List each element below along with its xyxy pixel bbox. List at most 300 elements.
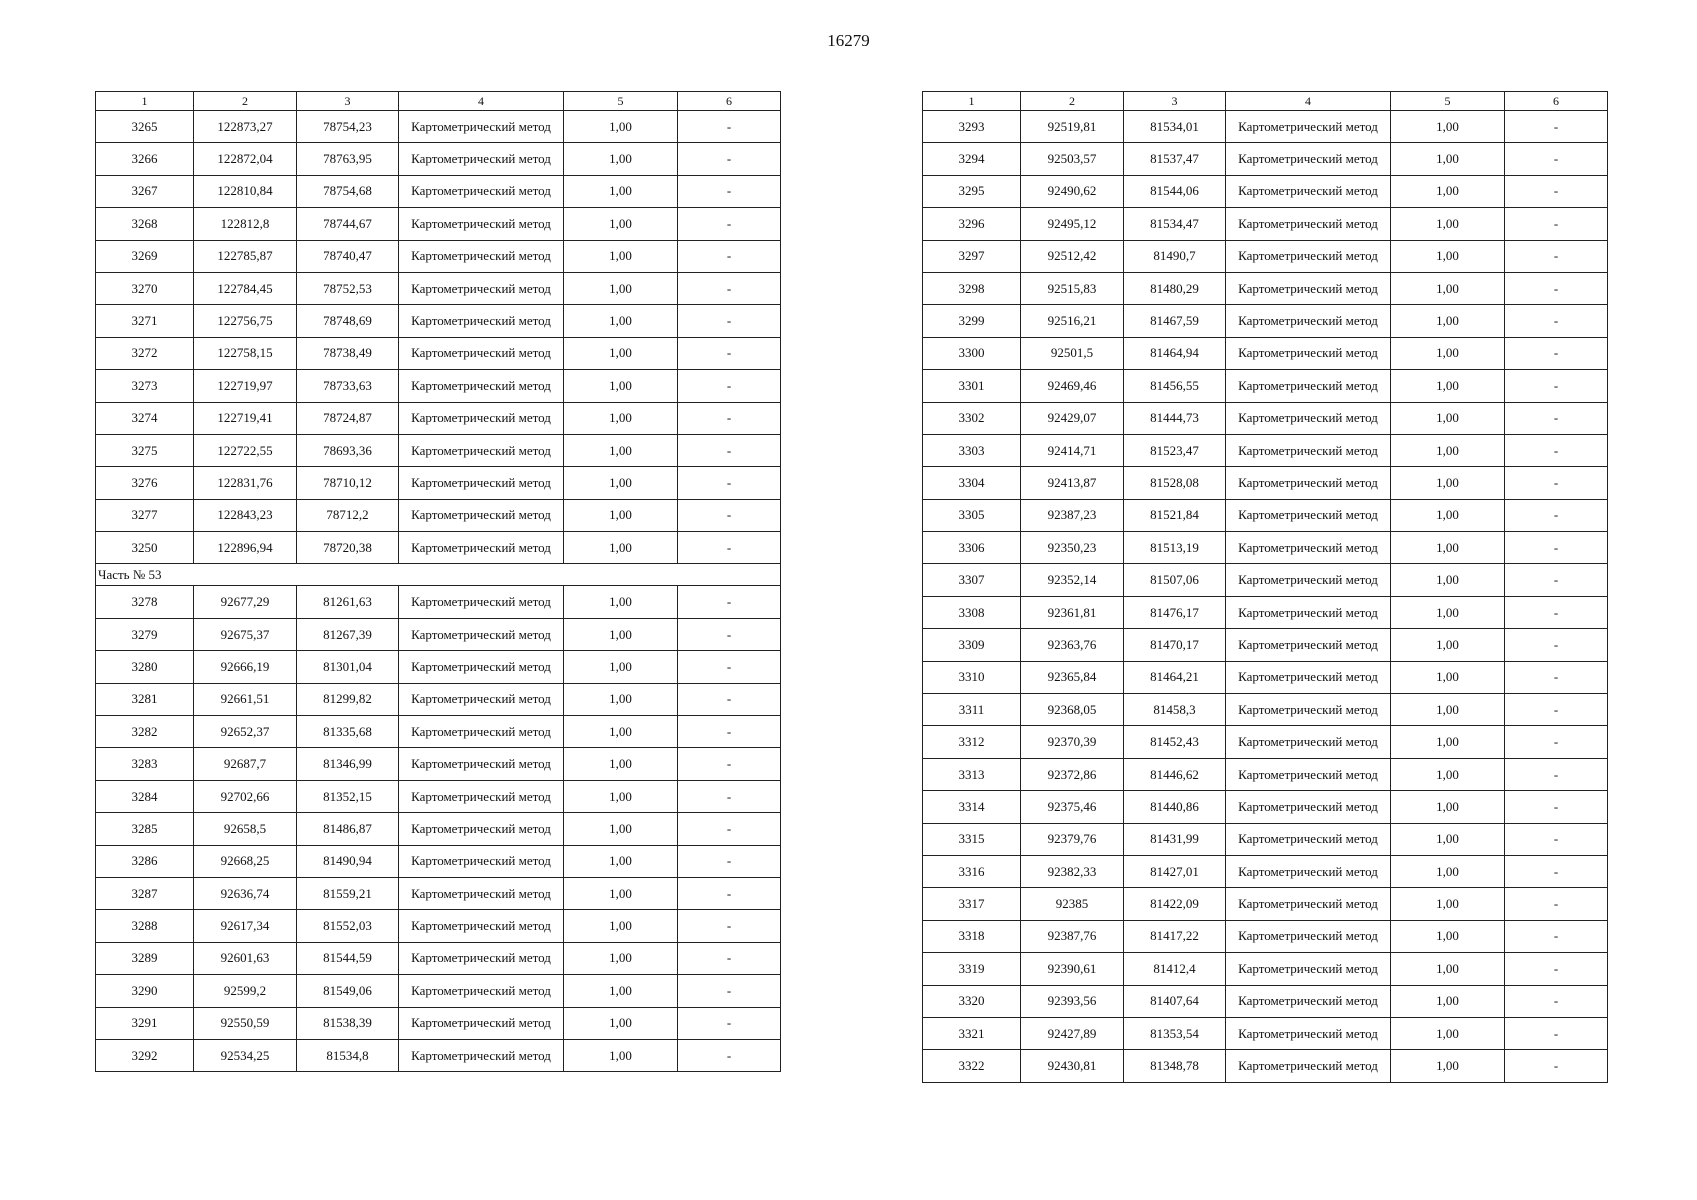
y-coordinate-cell: 81534,47 bbox=[1124, 208, 1226, 240]
method-cell: Картометрический метод bbox=[1226, 208, 1391, 240]
y-coordinate-cell: 81552,03 bbox=[297, 910, 399, 942]
x-coordinate-cell: 122722,55 bbox=[194, 434, 297, 466]
accuracy-cell: 1,00 bbox=[564, 272, 678, 304]
accuracy-cell: 1,00 bbox=[1391, 305, 1505, 337]
table-row bbox=[96, 305, 781, 337]
y-coordinate-cell: 78710,12 bbox=[297, 467, 399, 499]
table-row bbox=[96, 240, 781, 272]
y-coordinate-cell: 81521,84 bbox=[1124, 499, 1226, 531]
table-row bbox=[923, 402, 1608, 434]
y-coordinate-cell: 81348,78 bbox=[1124, 1050, 1226, 1082]
accuracy-cell: 1,00 bbox=[564, 175, 678, 207]
table-row bbox=[96, 434, 781, 466]
method-cell: Картометрический метод bbox=[1226, 791, 1391, 823]
y-coordinate-cell: 81446,62 bbox=[1124, 758, 1226, 790]
y-coordinate-cell: 81458,3 bbox=[1124, 694, 1226, 726]
method-cell: Картометрический метод bbox=[1226, 175, 1391, 207]
x-coordinate-cell: 92495,12 bbox=[1021, 208, 1124, 240]
note-cell: - bbox=[678, 910, 781, 942]
table-row bbox=[923, 1050, 1608, 1082]
table-row bbox=[96, 618, 781, 650]
accuracy-cell: 1,00 bbox=[564, 683, 678, 715]
right-coordinates-table bbox=[922, 91, 1608, 1083]
column-header: 6 bbox=[1505, 92, 1608, 111]
accuracy-cell: 1,00 bbox=[564, 780, 678, 812]
method-cell: Картометрический метод bbox=[1226, 694, 1391, 726]
note-cell: - bbox=[1505, 629, 1608, 661]
column-header: 2 bbox=[1021, 92, 1124, 111]
point-number-cell: 3320 bbox=[923, 985, 1021, 1017]
point-number-cell: 3271 bbox=[96, 305, 194, 337]
table-row bbox=[923, 272, 1608, 304]
accuracy-cell: 1,00 bbox=[1391, 596, 1505, 628]
column-header: 3 bbox=[1124, 92, 1226, 111]
note-cell: - bbox=[678, 305, 781, 337]
x-coordinate-cell: 92599,2 bbox=[194, 975, 297, 1007]
point-number-cell: 3322 bbox=[923, 1050, 1021, 1082]
x-coordinate-cell: 92429,07 bbox=[1021, 402, 1124, 434]
point-number-cell: 3284 bbox=[96, 780, 194, 812]
accuracy-cell: 1,00 bbox=[564, 716, 678, 748]
table-row bbox=[923, 370, 1608, 402]
accuracy-cell: 1,00 bbox=[564, 240, 678, 272]
note-cell: - bbox=[1505, 888, 1608, 920]
table-row bbox=[96, 402, 781, 434]
table-row bbox=[96, 683, 781, 715]
x-coordinate-cell: 92365,84 bbox=[1021, 661, 1124, 693]
table-row bbox=[96, 975, 781, 1007]
y-coordinate-cell: 81467,59 bbox=[1124, 305, 1226, 337]
method-cell: Картометрический метод bbox=[399, 942, 564, 974]
accuracy-cell: 1,00 bbox=[564, 877, 678, 909]
accuracy-cell: 1,00 bbox=[564, 143, 678, 175]
method-cell: Картометрический метод bbox=[399, 240, 564, 272]
accuracy-cell: 1,00 bbox=[564, 618, 678, 650]
accuracy-cell: 1,00 bbox=[1391, 823, 1505, 855]
x-coordinate-cell: 92372,86 bbox=[1021, 758, 1124, 790]
x-coordinate-cell: 122872,04 bbox=[194, 143, 297, 175]
accuracy-cell: 1,00 bbox=[1391, 337, 1505, 369]
x-coordinate-cell: 92413,87 bbox=[1021, 467, 1124, 499]
method-cell: Картометрический метод bbox=[399, 434, 564, 466]
y-coordinate-cell: 81490,7 bbox=[1124, 240, 1226, 272]
table-row bbox=[96, 748, 781, 780]
x-coordinate-cell: 92385 bbox=[1021, 888, 1124, 920]
point-number-cell: 3283 bbox=[96, 748, 194, 780]
point-number-cell: 3280 bbox=[96, 651, 194, 683]
table-row bbox=[96, 716, 781, 748]
accuracy-cell: 1,00 bbox=[564, 651, 678, 683]
note-cell: - bbox=[1505, 791, 1608, 823]
table-row bbox=[923, 855, 1608, 887]
x-coordinate-cell: 122785,87 bbox=[194, 240, 297, 272]
y-coordinate-cell: 81346,99 bbox=[297, 748, 399, 780]
method-cell: Картометрический метод bbox=[399, 877, 564, 909]
y-coordinate-cell: 81427,01 bbox=[1124, 855, 1226, 887]
point-number-cell: 3300 bbox=[923, 337, 1021, 369]
x-coordinate-cell: 92368,05 bbox=[1021, 694, 1124, 726]
y-coordinate-cell: 81440,86 bbox=[1124, 791, 1226, 823]
table-row bbox=[96, 942, 781, 974]
table-header-row bbox=[96, 92, 781, 111]
note-cell: - bbox=[678, 143, 781, 175]
accuracy-cell: 1,00 bbox=[1391, 694, 1505, 726]
point-number-cell: 3302 bbox=[923, 402, 1021, 434]
x-coordinate-cell: 92379,76 bbox=[1021, 823, 1124, 855]
page-number: 16279 bbox=[827, 31, 870, 50]
method-cell: Картометрический метод bbox=[1226, 629, 1391, 661]
x-coordinate-cell: 92652,37 bbox=[194, 716, 297, 748]
accuracy-cell: 1,00 bbox=[564, 337, 678, 369]
note-cell: - bbox=[678, 467, 781, 499]
method-cell: Картометрический метод bbox=[399, 716, 564, 748]
method-cell: Картометрический метод bbox=[1226, 499, 1391, 531]
method-cell: Картометрический метод bbox=[1226, 370, 1391, 402]
accuracy-cell: 1,00 bbox=[1391, 499, 1505, 531]
x-coordinate-cell: 122896,94 bbox=[194, 532, 297, 564]
table-row bbox=[923, 175, 1608, 207]
note-cell: - bbox=[1505, 175, 1608, 207]
point-number-cell: 3270 bbox=[96, 272, 194, 304]
table-row bbox=[923, 499, 1608, 531]
x-coordinate-cell: 92675,37 bbox=[194, 618, 297, 650]
x-coordinate-cell: 92387,76 bbox=[1021, 920, 1124, 952]
y-coordinate-cell: 81528,08 bbox=[1124, 467, 1226, 499]
point-number-cell: 3301 bbox=[923, 370, 1021, 402]
accuracy-cell: 1,00 bbox=[1391, 1050, 1505, 1082]
table-row bbox=[96, 370, 781, 402]
method-cell: Картометрический метод bbox=[399, 910, 564, 942]
note-cell: - bbox=[678, 337, 781, 369]
x-coordinate-cell: 92352,14 bbox=[1021, 564, 1124, 596]
y-coordinate-cell: 78720,38 bbox=[297, 532, 399, 564]
y-coordinate-cell: 81534,8 bbox=[297, 1039, 399, 1071]
method-cell: Картометрический метод bbox=[1226, 240, 1391, 272]
accuracy-cell: 1,00 bbox=[564, 1039, 678, 1071]
y-coordinate-cell: 78744,67 bbox=[297, 208, 399, 240]
method-cell: Картометрический метод bbox=[1226, 758, 1391, 790]
x-coordinate-cell: 92387,23 bbox=[1021, 499, 1124, 531]
point-number-cell: 3295 bbox=[923, 175, 1021, 207]
point-number-cell: 3293 bbox=[923, 111, 1021, 143]
method-cell: Картометрический метод bbox=[1226, 855, 1391, 887]
point-number-cell: 3309 bbox=[923, 629, 1021, 661]
method-cell: Картометрический метод bbox=[399, 143, 564, 175]
note-cell: - bbox=[1505, 208, 1608, 240]
x-coordinate-cell: 92503,57 bbox=[1021, 143, 1124, 175]
point-number-cell: 3291 bbox=[96, 1007, 194, 1039]
accuracy-cell: 1,00 bbox=[564, 111, 678, 143]
method-cell: Картометрический метод bbox=[399, 618, 564, 650]
y-coordinate-cell: 78693,36 bbox=[297, 434, 399, 466]
column-header: 6 bbox=[678, 92, 781, 111]
column-header: 5 bbox=[564, 92, 678, 111]
table-row bbox=[923, 953, 1608, 985]
note-cell: - bbox=[678, 845, 781, 877]
x-coordinate-cell: 92427,89 bbox=[1021, 1017, 1124, 1049]
x-coordinate-cell: 92677,29 bbox=[194, 586, 297, 618]
y-coordinate-cell: 81353,54 bbox=[1124, 1017, 1226, 1049]
point-number-cell: 3265 bbox=[96, 111, 194, 143]
table-row bbox=[923, 726, 1608, 758]
x-coordinate-cell: 122843,23 bbox=[194, 499, 297, 531]
x-coordinate-cell: 92668,25 bbox=[194, 845, 297, 877]
left-coordinates-table bbox=[95, 91, 781, 1072]
point-number-cell: 3286 bbox=[96, 845, 194, 877]
x-coordinate-cell: 92666,19 bbox=[194, 651, 297, 683]
part-heading: Часть № 53 bbox=[96, 564, 781, 586]
point-number-cell: 3268 bbox=[96, 208, 194, 240]
note-cell: - bbox=[1505, 823, 1608, 855]
note-cell: - bbox=[1505, 337, 1608, 369]
x-coordinate-cell: 92702,66 bbox=[194, 780, 297, 812]
accuracy-cell: 1,00 bbox=[1391, 791, 1505, 823]
method-cell: Картометрический метод bbox=[1226, 726, 1391, 758]
x-coordinate-cell: 92393,56 bbox=[1021, 985, 1124, 1017]
x-coordinate-cell: 122831,76 bbox=[194, 467, 297, 499]
method-cell: Картометрический метод bbox=[399, 586, 564, 618]
table-row bbox=[923, 1017, 1608, 1049]
note-cell: - bbox=[678, 532, 781, 564]
method-cell: Картометрический метод bbox=[1226, 272, 1391, 304]
table-header-row bbox=[923, 92, 1608, 111]
note-cell: - bbox=[678, 975, 781, 1007]
y-coordinate-cell: 81549,06 bbox=[297, 975, 399, 1007]
accuracy-cell: 1,00 bbox=[564, 942, 678, 974]
x-coordinate-cell: 92658,5 bbox=[194, 813, 297, 845]
x-coordinate-cell: 92687,7 bbox=[194, 748, 297, 780]
point-number-cell: 3297 bbox=[923, 240, 1021, 272]
point-number-cell: 3285 bbox=[96, 813, 194, 845]
x-coordinate-cell: 122784,45 bbox=[194, 272, 297, 304]
table-row bbox=[96, 1039, 781, 1071]
point-number-cell: 3321 bbox=[923, 1017, 1021, 1049]
note-cell: - bbox=[1505, 726, 1608, 758]
accuracy-cell: 1,00 bbox=[564, 467, 678, 499]
y-coordinate-cell: 81417,22 bbox=[1124, 920, 1226, 952]
x-coordinate-cell: 92516,21 bbox=[1021, 305, 1124, 337]
method-cell: Картометрический метод bbox=[1226, 402, 1391, 434]
note-cell: - bbox=[1505, 402, 1608, 434]
table-row bbox=[923, 305, 1608, 337]
note-cell: - bbox=[678, 1007, 781, 1039]
y-coordinate-cell: 81456,55 bbox=[1124, 370, 1226, 402]
note-cell: - bbox=[678, 748, 781, 780]
table-row bbox=[923, 434, 1608, 466]
method-cell: Картометрический метод bbox=[399, 370, 564, 402]
method-cell: Картометрический метод bbox=[399, 845, 564, 877]
point-number-cell: 3298 bbox=[923, 272, 1021, 304]
accuracy-cell: 1,00 bbox=[1391, 855, 1505, 887]
point-number-cell: 3303 bbox=[923, 434, 1021, 466]
y-coordinate-cell: 78724,87 bbox=[297, 402, 399, 434]
table-row bbox=[923, 564, 1608, 596]
y-coordinate-cell: 81412,4 bbox=[1124, 953, 1226, 985]
y-coordinate-cell: 81335,68 bbox=[297, 716, 399, 748]
accuracy-cell: 1,00 bbox=[564, 1007, 678, 1039]
note-cell: - bbox=[1505, 240, 1608, 272]
method-cell: Картометрический метод bbox=[399, 975, 564, 1007]
table-row bbox=[96, 910, 781, 942]
table-row bbox=[96, 813, 781, 845]
method-cell: Картометрический метод bbox=[399, 272, 564, 304]
column-header: 3 bbox=[297, 92, 399, 111]
note-cell: - bbox=[1505, 272, 1608, 304]
point-number-cell: 3318 bbox=[923, 920, 1021, 952]
method-cell: Картометрический метод bbox=[1226, 434, 1391, 466]
x-coordinate-cell: 92430,81 bbox=[1021, 1050, 1124, 1082]
y-coordinate-cell: 81464,94 bbox=[1124, 337, 1226, 369]
note-cell: - bbox=[1505, 467, 1608, 499]
method-cell: Картометрический метод bbox=[399, 651, 564, 683]
method-cell: Картометрический метод bbox=[399, 337, 564, 369]
point-number-cell: 3296 bbox=[923, 208, 1021, 240]
note-cell: - bbox=[678, 780, 781, 812]
method-cell: Картометрический метод bbox=[399, 748, 564, 780]
x-coordinate-cell: 92512,42 bbox=[1021, 240, 1124, 272]
table-row bbox=[96, 651, 781, 683]
column-header: 4 bbox=[1226, 92, 1391, 111]
table-row bbox=[923, 596, 1608, 628]
x-coordinate-cell: 92382,33 bbox=[1021, 855, 1124, 887]
y-coordinate-cell: 78752,53 bbox=[297, 272, 399, 304]
table-row bbox=[96, 877, 781, 909]
x-coordinate-cell: 122810,84 bbox=[194, 175, 297, 207]
y-coordinate-cell: 81261,63 bbox=[297, 586, 399, 618]
accuracy-cell: 1,00 bbox=[564, 499, 678, 531]
method-cell: Картометрический метод bbox=[1226, 920, 1391, 952]
note-cell: - bbox=[1505, 661, 1608, 693]
point-number-cell: 3306 bbox=[923, 532, 1021, 564]
table-row bbox=[96, 499, 781, 531]
point-number-cell: 3287 bbox=[96, 877, 194, 909]
part-heading-row bbox=[96, 564, 781, 586]
table-row bbox=[923, 791, 1608, 823]
x-coordinate-cell: 92490,62 bbox=[1021, 175, 1124, 207]
note-cell: - bbox=[678, 651, 781, 683]
method-cell: Картометрический метод bbox=[1226, 467, 1391, 499]
accuracy-cell: 1,00 bbox=[1391, 370, 1505, 402]
accuracy-cell: 1,00 bbox=[1391, 1017, 1505, 1049]
table-row bbox=[96, 780, 781, 812]
y-coordinate-cell: 78763,95 bbox=[297, 143, 399, 175]
y-coordinate-cell: 81470,17 bbox=[1124, 629, 1226, 661]
method-cell: Картометрический метод bbox=[1226, 1017, 1391, 1049]
note-cell: - bbox=[1505, 985, 1608, 1017]
right-table-body bbox=[923, 111, 1608, 1083]
table-row bbox=[923, 758, 1608, 790]
x-coordinate-cell: 92661,51 bbox=[194, 683, 297, 715]
accuracy-cell: 1,00 bbox=[564, 975, 678, 1007]
table-row bbox=[923, 240, 1608, 272]
method-cell: Картометрический метод bbox=[399, 305, 564, 337]
point-number-cell: 3312 bbox=[923, 726, 1021, 758]
x-coordinate-cell: 92469,46 bbox=[1021, 370, 1124, 402]
table-row bbox=[96, 1007, 781, 1039]
point-number-cell: 3282 bbox=[96, 716, 194, 748]
point-number-cell: 3316 bbox=[923, 855, 1021, 887]
point-number-cell: 3273 bbox=[96, 370, 194, 402]
y-coordinate-cell: 78712,2 bbox=[297, 499, 399, 531]
note-cell: - bbox=[678, 272, 781, 304]
y-coordinate-cell: 81452,43 bbox=[1124, 726, 1226, 758]
table-row bbox=[923, 985, 1608, 1017]
table-row bbox=[923, 920, 1608, 952]
y-coordinate-cell: 81301,04 bbox=[297, 651, 399, 683]
accuracy-cell: 1,00 bbox=[1391, 726, 1505, 758]
table-row bbox=[923, 661, 1608, 693]
table-row bbox=[96, 845, 781, 877]
y-coordinate-cell: 81464,21 bbox=[1124, 661, 1226, 693]
accuracy-cell: 1,00 bbox=[1391, 272, 1505, 304]
table-row bbox=[96, 175, 781, 207]
method-cell: Картометрический метод bbox=[1226, 1050, 1391, 1082]
method-cell: Картометрический метод bbox=[1226, 661, 1391, 693]
method-cell: Картометрический метод bbox=[399, 111, 564, 143]
accuracy-cell: 1,00 bbox=[564, 208, 678, 240]
y-coordinate-cell: 78754,23 bbox=[297, 111, 399, 143]
table-row bbox=[923, 143, 1608, 175]
note-cell: - bbox=[678, 618, 781, 650]
point-number-cell: 3294 bbox=[923, 143, 1021, 175]
point-number-cell: 3290 bbox=[96, 975, 194, 1007]
column-header: 5 bbox=[1391, 92, 1505, 111]
y-coordinate-cell: 81352,15 bbox=[297, 780, 399, 812]
y-coordinate-cell: 81480,29 bbox=[1124, 272, 1226, 304]
method-cell: Картометрический метод bbox=[399, 175, 564, 207]
note-cell: - bbox=[678, 175, 781, 207]
accuracy-cell: 1,00 bbox=[1391, 111, 1505, 143]
x-coordinate-cell: 92414,71 bbox=[1021, 434, 1124, 466]
column-header: 1 bbox=[96, 92, 194, 111]
note-cell: - bbox=[678, 208, 781, 240]
x-coordinate-cell: 122873,27 bbox=[194, 111, 297, 143]
accuracy-cell: 1,00 bbox=[1391, 240, 1505, 272]
y-coordinate-cell: 81559,21 bbox=[297, 877, 399, 909]
accuracy-cell: 1,00 bbox=[1391, 175, 1505, 207]
method-cell: Картометрический метод bbox=[399, 780, 564, 812]
point-number-cell: 3278 bbox=[96, 586, 194, 618]
accuracy-cell: 1,00 bbox=[1391, 920, 1505, 952]
table-row bbox=[96, 586, 781, 618]
note-cell: - bbox=[678, 434, 781, 466]
method-cell: Картометрический метод bbox=[1226, 564, 1391, 596]
note-cell: - bbox=[678, 1039, 781, 1071]
y-coordinate-cell: 78754,68 bbox=[297, 175, 399, 207]
method-cell: Картометрический метод bbox=[1226, 305, 1391, 337]
x-coordinate-cell: 92350,23 bbox=[1021, 532, 1124, 564]
method-cell: Картометрический метод bbox=[399, 402, 564, 434]
note-cell: - bbox=[1505, 434, 1608, 466]
point-number-cell: 3310 bbox=[923, 661, 1021, 693]
accuracy-cell: 1,00 bbox=[1391, 953, 1505, 985]
accuracy-cell: 1,00 bbox=[1391, 661, 1505, 693]
note-cell: - bbox=[678, 942, 781, 974]
note-cell: - bbox=[1505, 564, 1608, 596]
point-number-cell: 3319 bbox=[923, 953, 1021, 985]
point-number-cell: 3279 bbox=[96, 618, 194, 650]
point-number-cell: 3250 bbox=[96, 532, 194, 564]
y-coordinate-cell: 81538,39 bbox=[297, 1007, 399, 1039]
note-cell: - bbox=[678, 499, 781, 531]
y-coordinate-cell: 81486,87 bbox=[297, 813, 399, 845]
x-coordinate-cell: 92550,59 bbox=[194, 1007, 297, 1039]
method-cell: Картометрический метод bbox=[399, 467, 564, 499]
y-coordinate-cell: 81537,47 bbox=[1124, 143, 1226, 175]
x-coordinate-cell: 92636,74 bbox=[194, 877, 297, 909]
note-cell: - bbox=[1505, 596, 1608, 628]
column-header: 4 bbox=[399, 92, 564, 111]
